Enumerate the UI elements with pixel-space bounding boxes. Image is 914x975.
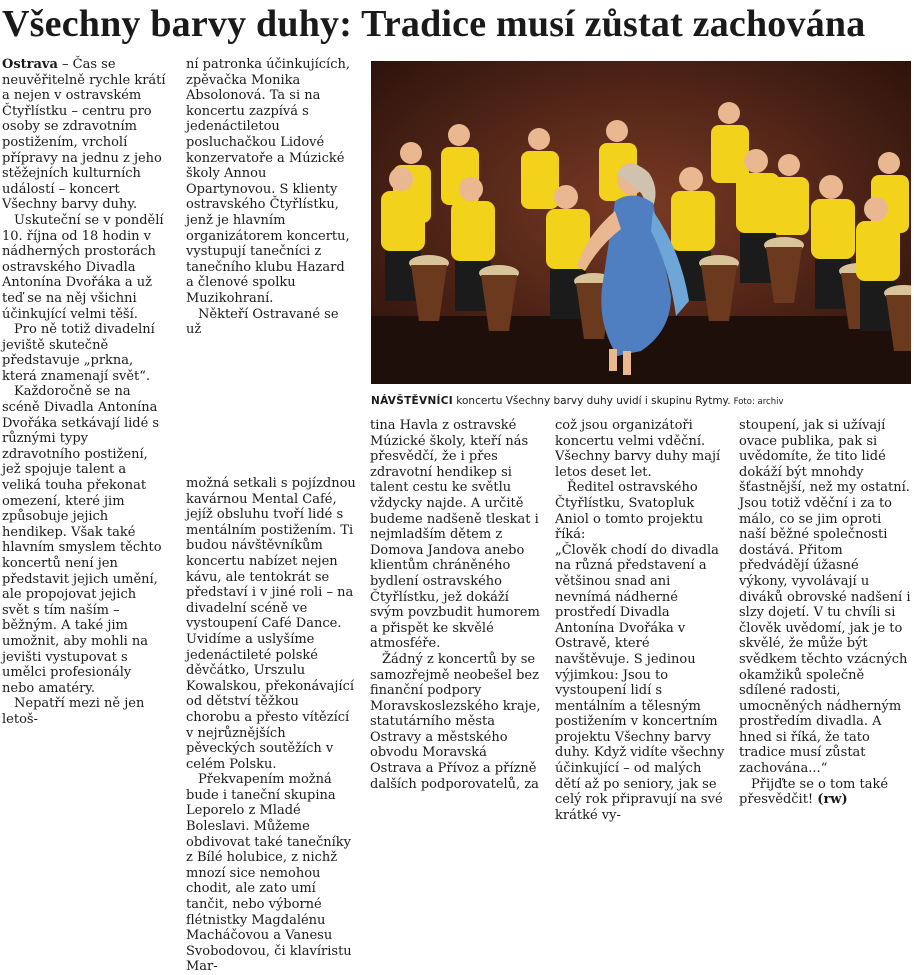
performer-head xyxy=(400,142,422,164)
performer-shirt xyxy=(451,201,495,261)
paragraph: Překvapením možná bude i taneční skupina Leporelo z Mladé Boleslavi. Můžeme obdivovat také tanečníky z Bílé holubice, z nichž mnozí sice nemohou chodit, ale zato umí tančit, nebo výborné flétnistky Magdalénu Macháčovou a Vanesu Svobodovou, či klavíristu Mar- xyxy=(186,772,352,975)
photo-caption xyxy=(371,394,911,409)
paragraph: Ředitel ostravského Čtyřlístku, Svatopluk Aniol o tomto projektu říká: xyxy=(555,480,704,543)
caption-lead: NÁVŠTĚVNÍCI xyxy=(371,395,453,407)
performer-head xyxy=(744,149,768,173)
performer-head xyxy=(606,120,628,142)
article-column-1 xyxy=(2,57,166,728)
article-column-2-top xyxy=(186,57,356,338)
concert-photo xyxy=(371,61,911,384)
paragraph: tina Havla z ostravské Múzické školy, kteří nás přesvědčí, že i přes zdravotní hendikep si talent cestu ke světlu vždycky najde. A určitě budeme nadšeně tleskat i nejmladším dětem z Domova Jandova anebo klientům chráněného bydlení ostravského Čtyřlístku, jež dokáží svým povzbudit humorem a přispět ke skvělé atmosféře. xyxy=(370,418,540,652)
article-column-4 xyxy=(555,418,727,823)
performer-shirt xyxy=(381,191,425,251)
paragraph: ní patronka účinkujících, zpěvačka Monika Absolonová. Ta si na koncertu zazpívá s jedenáctiletou posluchačkou Lidové konzervatoře a Múzické školy Annou Opartynovou. S klienty ostravského Čtyřlístku, jenž je hlavním organizátorem koncertu, vystupují tanečníci z tanečního klubu Hazard a členové spolku Muzikohraní. xyxy=(186,57,350,306)
caption-text: koncertu Všechny barvy duhy uvidí i skupinu Rytmy. xyxy=(452,395,731,407)
paragraph: možná setkali s pojízdnou kavárnou Mental Café, jejíž obsluhu tvoří lidé s mentálním postižením. Ti budou návštěvníkům koncertu nabízet nejen kávu, ale tentokrát se představí i v jiné roli – na divadelní scéně ve vystoupení Café Dance. Uvidíme a uslyšíme jedenáctileté polské děvčátko, Urszulu Kowalskou, překonávající od dětství těžkou chorobu a přesto vítězící v nejrůznějších pěveckých soutěžích v celém Polsku. xyxy=(186,476,356,772)
paragraph xyxy=(2,57,166,213)
performer-head xyxy=(718,102,740,124)
paragraph: Nepatří mezi ně jen letoš- xyxy=(2,696,145,727)
paragraph: Uskuteční se v pondělí 10. října od 18 hodin v nádherných prostorách ostravského Divadla Antonína Dvořáka a už teď se na něj všichni účinkující velmi těší. xyxy=(2,212,164,322)
article-column-2-bottom xyxy=(186,476,356,975)
performer-head xyxy=(528,128,550,150)
performer-head xyxy=(864,197,888,221)
paragraph: Žádný z koncertů by se samozřejmě neobešel bez finanční podpory Moravskoslezského kraje, statutárního města Ostravy a městského obvodu Moravská Ostrava a Přívoz a přízně dalších podporovatelů, za xyxy=(370,651,541,792)
performer-shirt xyxy=(856,221,900,281)
paragraph xyxy=(739,777,911,808)
author-signature: (rw) xyxy=(817,792,848,808)
performer-head xyxy=(878,152,900,174)
performer-head xyxy=(459,177,483,201)
stage-illustration xyxy=(371,61,911,384)
paragraph: což jsou organizátoři koncertu velmi vděční. Všechny barvy duhy mají letos deset let. xyxy=(555,418,721,480)
paragraph: Někteří Ostravané se už xyxy=(186,306,339,338)
article-column-3 xyxy=(370,418,542,792)
performer-head xyxy=(679,167,703,191)
performer-head xyxy=(448,124,470,146)
performer-shirt xyxy=(811,199,855,259)
performer-shirt xyxy=(736,173,780,233)
paragraph: Pro ně totiž divadelní jeviště skutečně představuje „prkna, která znamenají svět“. xyxy=(2,322,155,384)
performer-head xyxy=(778,154,800,176)
paragraph: Každoročně se na scéně Divadla Antonína Dvořáka setkávají lidé s různými typy zdravotního postižení, jež spojuje talent a veliká touha překonat omezení, které jim způsobuje jejich hendikep. Však také hlavním smyslem těchto koncertů není jen představit jejich umění, ale propojovat jejich svět s tím naším – běžným. A také jim umožnit, aby mohli na jevišti vystupovat s umělci profesionály nebo amatéry. xyxy=(2,384,162,696)
performer-head xyxy=(554,185,578,209)
paragraph: stoupení, jak si užívají ovace publika, pak si uvědomíte, že tito lidé dokáží být mnohdy šťastnější, než my ostatní. Jsou totiž vděční i za to málo, co se jim oproti naší běžné společnosti dostává. Přitom předvádějí úžasné výkony, vyvolávají u diváků obrovské nadšení i slzy dojetí. V tu chvíli si člověk uvědomí, jak je to skvělé, že může být svědkem těchto vzácných okamžiků společně sdílené radosti, umocněných nádherným prostředím divadla. A hned si říká, že tato tradice musí zůstat zachována...“ xyxy=(739,418,911,777)
photo-credit: Foto: archiv xyxy=(733,397,784,407)
article-headline: Všechny barvy duhy: Tradice musí zůstat zachována xyxy=(2,3,866,45)
paragraph-text: Přijďte se o tom také přesvědčit! xyxy=(739,776,889,808)
performer-shirt xyxy=(671,191,715,251)
paragraph-text: – Čas se neuvěřitelně rychle krátí a nejen v ostravském Čtyřlístku – centru pro osoby se zdravotním postižením, vrcholí přípravy na jednu z jeho stěžejních kulturních událostí – koncert Všechny barvy duhy. xyxy=(2,57,166,213)
performer-shirt xyxy=(521,151,559,209)
performer-head xyxy=(819,175,843,199)
performer-head xyxy=(389,167,413,191)
dateline: Ostrava xyxy=(2,57,58,72)
paragraph: „Člověk chodí do divadla na různá představení a většinou snad ani nevnímá nádherné prostředí Divadla Antonína Dvořáka v Ostravě, které navštěvuje. S jedinou výjimkou: Jsou to vystoupení lidí s mentálním a tělesným postižením v koncertním projektu Všechny barvy duhy. Když vidíte všechny účinkující – od malých dětí až po seniory, jak se celý rok připravují na své krátké vy- xyxy=(555,542,725,823)
article-column-5 xyxy=(739,418,911,808)
